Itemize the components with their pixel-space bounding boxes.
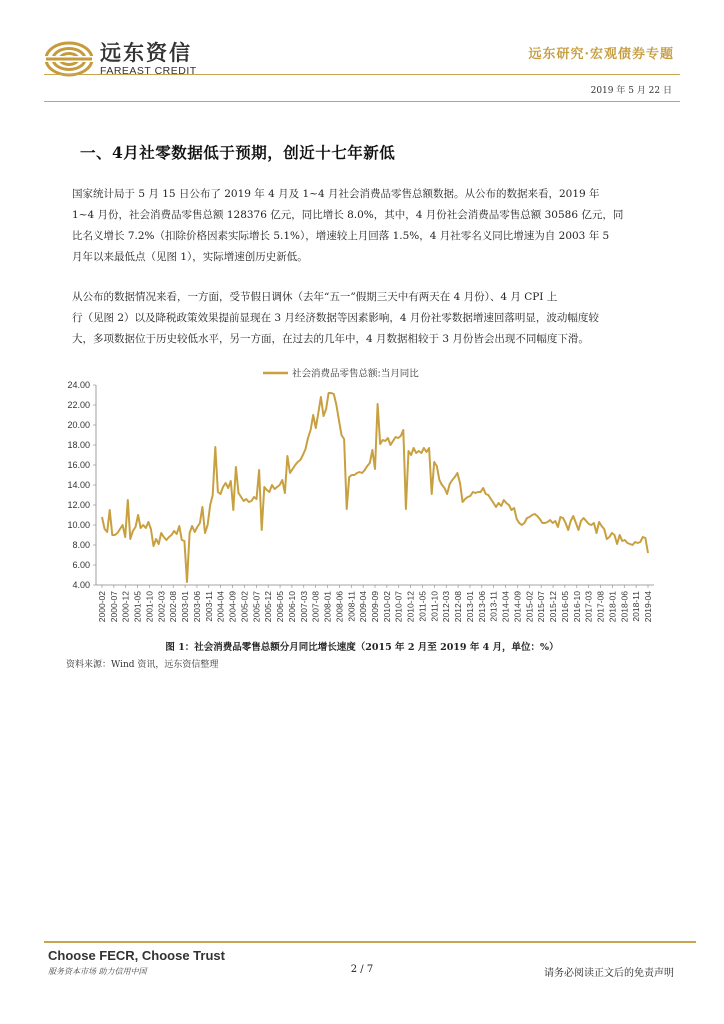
x-tick-label: 2008-06 [334,591,345,623]
x-tick-label: 2018-06 [619,591,630,623]
x-tick-label: 2006-10 [286,591,297,623]
x-tick-label: 2015-07 [536,591,547,623]
x-tick-label: 2001-05 [132,591,143,623]
x-tick-label: 2010-07 [393,591,404,623]
x-tick-label: 2007-08 [310,591,321,623]
x-tick-label: 2004-09 [227,591,238,623]
y-tick-label: 6.00 [72,560,90,570]
x-tick-label: 2005-02 [239,591,250,623]
footer-divider [44,941,696,943]
paragraph-2-line: 行（见图 2）以及降税政策效果提前显现在 3 月经济数据等因素影响，4 月份社零数据增速回落明显，波动幅度较 [72,312,599,324]
logo-chinese-name: 远东资信 [100,41,192,65]
x-tick-label: 2010-02 [381,591,392,623]
x-tick-label: 2004-04 [215,591,226,623]
x-tick-label: 2015-02 [524,591,535,623]
x-tick-label: 2009-04 [358,591,369,623]
x-tick-label: 2003-06 [191,591,202,623]
y-tick-label: 18.00 [67,440,90,450]
x-tick-label: 2016-05 [559,591,570,623]
y-tick-label: 16.00 [67,460,90,470]
x-tick-label: 2011-05 [417,591,428,622]
y-tick-label: 14.00 [67,480,90,490]
y-tick-label: 4.00 [72,580,90,590]
x-tick-label: 2000-12 [120,591,131,623]
paragraph-2-line: 从公布的数据情况来看，一方面，受节假日调休（去年“五一”假期三天中有两天在 4 月份）、4 月 CPI 上 [72,291,558,303]
x-tick-label: 2014-09 [512,591,523,623]
y-tick-label: 10.00 [67,520,90,530]
x-tick-label: 2010-12 [405,591,416,623]
x-tick-label: 2015-12 [548,591,559,623]
x-tick-label: 2013-06 [476,591,487,623]
footer-slogan: Choose FECR, Choose Trust [48,948,225,963]
y-tick-label: 12.00 [67,500,90,510]
x-tick-label: 2013-01 [464,591,475,623]
x-tick-label: 2000-07 [108,591,119,623]
fareast-logo-icon [44,40,94,78]
company-logo [44,40,197,78]
x-tick-label: 2016-10 [571,591,582,623]
figure-caption: 图 1：社会消费品零售总额分月同比增长速度（2015 年 2 月至 2019 年 4 月，单位：%） [165,642,559,653]
x-tick-label: 2002-08 [168,591,179,623]
disclaimer-note: 请务必阅读正文后的免责声明 [544,968,674,979]
x-tick-label: 2001-10 [144,591,155,623]
x-tick-label: 2009-09 [370,591,380,623]
logo-english-name: FAREAST CREDIT [100,65,197,77]
y-tick-label: 20.00 [67,420,90,430]
retail-sales-line-chart [48,360,678,635]
section-title: 一、4月社零数据低于预期，创近十七年新低 [80,143,396,162]
x-tick-label: 2000-02 [97,591,107,623]
x-tick-label: 2018-01 [607,591,618,623]
footer-motto: 服务资本市场 助力信用中国 [48,967,147,976]
header-divider [44,74,680,75]
x-tick-label: 2005-07 [251,591,262,623]
paragraph-2-line: 大，多项数据位于历史较低水平，另一方面，在过去的几年中，4 月数据相较于 3 月份皆会出现不同幅度下滑。 [72,333,589,345]
header-divider-secondary [44,101,680,102]
x-tick-label: 2017-03 [583,591,594,623]
x-tick-label: 2003-01 [180,591,191,623]
x-tick-label: 2003-11 [203,591,214,622]
x-tick-label: 2017-08 [595,591,606,623]
data-source: 资料来源：Wind 资讯，远东资信整理 [66,660,219,670]
report-series: 远东研究·宏观债券专题 [528,47,674,62]
paragraph-1 [72,184,673,268]
paragraph-1-line: 1~4 月份，社会消费品零售总额 128376 亿元，同比增长 8.0%，其中，4 月份社会消费品零售总额 30586 亿元，同 [72,209,624,221]
x-tick-label: 2011-10 [429,591,440,622]
paragraph-1-line: 月年以来最低点（见图 1），实际增速创历史新低。 [72,251,308,263]
series-line [102,393,648,582]
report-date: 2019 年 5 月 22 日 [590,86,672,96]
x-tick-label: 2002-03 [156,591,167,623]
x-tick-label: 2008-01 [322,591,333,623]
paragraph-1-line: 国家统计局于 5 月 15 日公布了 2019 年 4 月及 1~4 月社会消费品零售总额数据。从公布的数据来看，2019 年 [72,188,600,200]
x-tick-label: 2006-05 [275,591,286,623]
x-tick-label: 2019-04 [643,591,653,623]
x-tick-label: 2007-03 [298,591,309,623]
x-tick-label: 2018-11 [631,591,642,622]
x-tick-label: 2008-11 [346,591,357,622]
x-tick-label: 2012-08 [453,591,464,623]
x-tick-label: 2013-11 [488,591,499,622]
legend-label: 社会消费品零售总额:当月同比 [292,368,419,380]
x-tick-label: 2012-03 [441,591,452,623]
x-tick-label: 2014-04 [500,591,511,623]
page-number: 2 / 7 [350,964,374,975]
y-tick-label: 22.00 [67,400,90,410]
y-tick-label: 24.00 [67,380,90,390]
paragraph-1-line: 比名义增长 7.2%（扣除价格因素实际增长 5.1%），增速较上月回落 1.5%，4 月社零名义同比增速为自 2003 年 5 [72,230,610,242]
y-tick-label: 8.00 [72,540,90,550]
x-tick-label: 2005-12 [263,591,274,623]
paragraph-2 [72,287,673,350]
